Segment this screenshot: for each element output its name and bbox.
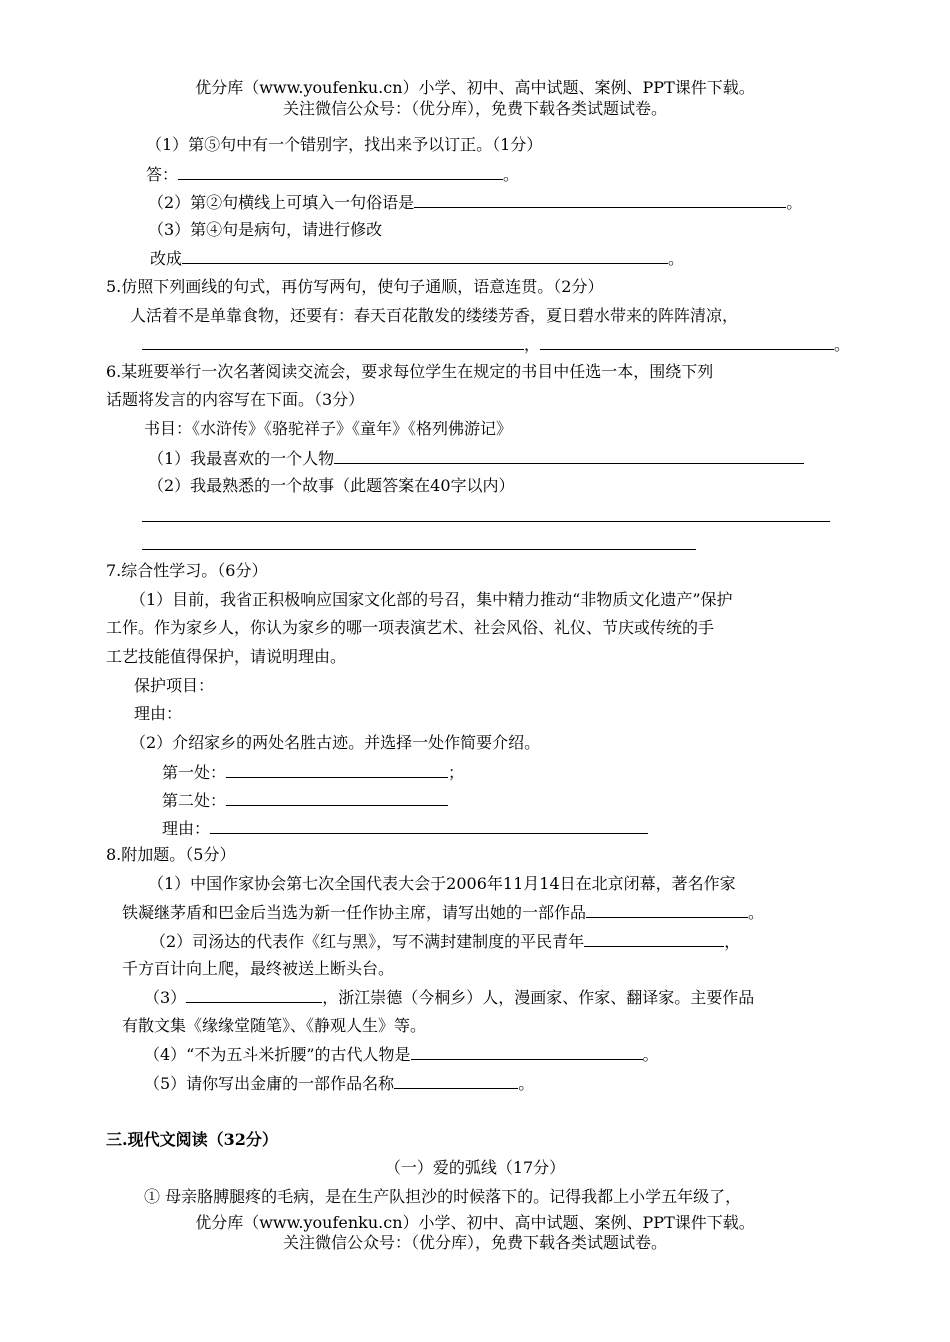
q8-part2-blank[interactable] bbox=[584, 931, 724, 947]
q4-part1-answer-row: 答： 。 bbox=[146, 165, 520, 184]
q8-part4-text: （4）“不为五斗米折腰”的古代人物是 bbox=[144, 1045, 411, 1064]
q4-part3-label: 改成 bbox=[150, 249, 183, 268]
q4-part1-answer-blank[interactable] bbox=[178, 164, 503, 180]
section3-paragraph-1: ① 母亲胳膊腿疼的毛病，是在生产队担沙的时候落下的。记得我都上小学五年级了， bbox=[144, 1187, 742, 1206]
q7-title: 7.综合性学习。（6分） bbox=[106, 561, 268, 580]
q8-part5-text: （5）请你写出金庸的一部作品名称 bbox=[144, 1074, 395, 1093]
q8-part2-b: 千方百计向上爬，最终被送上断头台。 bbox=[122, 959, 395, 978]
q8-part1-a: （1）中国作家协会第七次全国代表大会于2006年11月14日在北京闭幕，著名作家 bbox=[148, 874, 736, 893]
q6-part1-row bbox=[148, 448, 804, 469]
section3-title: 三.现代文阅读（32分） bbox=[106, 1130, 278, 1149]
q4-part3: （3）第④句是病句，请进行修改 bbox=[148, 220, 383, 239]
q6-title-a: 6.某班要举行一次名著阅读交流会，要求每位学生在规定的书目中任选一本，围绕下列 bbox=[106, 362, 714, 381]
q4-part1: （1）第⑤句中有一个错别字，找出来予以订正。（1分） bbox=[146, 135, 543, 154]
q7-part1-a: （1）目前，我省正积极响应国家文化部的号召，集中精力推动“非物质文化遗产”保护 bbox=[130, 590, 733, 609]
q6-answer-line-2[interactable] bbox=[142, 549, 696, 550]
q7-second-site-row bbox=[162, 790, 448, 811]
q8-part1-blank[interactable] bbox=[586, 902, 748, 918]
q6-part1-text: （1）我最喜欢的一个人物 bbox=[148, 449, 335, 468]
q6-answer-line-1[interactable] bbox=[142, 521, 830, 522]
q6-book-list: 书目：《水浒传》《骆驼祥子》《童年》《格列佛游记》 bbox=[144, 419, 513, 438]
second-site-blank[interactable] bbox=[226, 790, 448, 806]
page-footer-line1: 优分库（www.youfenku.cn）小学、初中、高中试题、案例、PPT课件下载。 bbox=[195, 1213, 755, 1232]
page-header-line2: 关注微信公众号：（优分库），免费下载各类试题试卷。 bbox=[282, 99, 667, 118]
first-site-blank[interactable] bbox=[226, 762, 448, 778]
q5-answer-row: ， 。 bbox=[142, 334, 850, 355]
q5-blank-1[interactable] bbox=[142, 334, 524, 350]
q7-reason-label: 理由： bbox=[134, 704, 183, 723]
q7-reason2-row bbox=[162, 818, 648, 839]
q7-part1-c: 工艺技能值得保护，请说明理由。 bbox=[106, 647, 347, 666]
q8-part1-b-text: 铁凝继茅盾和巴金后当选为新一任作协主席，请写出她的一部作品 bbox=[122, 903, 587, 922]
q8-part3-prefix: （3） bbox=[144, 988, 187, 1007]
q8-part2-a-row: （2）司汤达的代表作《红与黑》，写不满封建制度的平民青年 ， bbox=[150, 932, 741, 951]
q7-part1-b: 工作。作为家乡人，你认为家乡的哪一项表演艺术、社会风俗、礼仪、节庆或传统的手 bbox=[106, 618, 715, 637]
section3-subtitle: （一）爱的弧线（17分） bbox=[384, 1158, 566, 1177]
first-site-label: 第一处： bbox=[162, 763, 227, 782]
q4-part2-row: （2）第②句横线上可填入一句俗语是 。 bbox=[148, 193, 803, 212]
q8-part3-a-text: ，浙江崇德（今桐乡）人，漫画家、作家、翻译家。主要作品 bbox=[322, 988, 755, 1007]
q8-part2-a-text: （2）司汤达的代表作《红与黑》，写不满封建制度的平民青年 bbox=[150, 932, 585, 951]
q7-first-site-row: 第一处： ； bbox=[162, 763, 465, 782]
page-footer-line2: 关注微信公众号：（优分库），免费下载各类试题试卷。 bbox=[282, 1233, 667, 1252]
q8-part3-b: 有散文集《缘缘堂随笔》、《静观人生》等。 bbox=[122, 1016, 427, 1035]
q8-part5-blank[interactable] bbox=[394, 1073, 518, 1089]
page-header-line1: 优分库（www.youfenku.cn）小学、初中、高中试题、案例、PPT课件下载。 bbox=[195, 78, 755, 97]
q7-item-label: 保护项目： bbox=[134, 676, 215, 695]
second-site-label: 第二处： bbox=[162, 791, 227, 810]
q4-part2-text: （2）第②句横线上可填入一句俗语是 bbox=[148, 193, 415, 212]
q8-part3-a-row bbox=[144, 987, 754, 1008]
q4-part3-blank[interactable] bbox=[182, 248, 668, 264]
q5-title: 5.仿照下列画线的句式，再仿写两句，使句子通顺，语意连贯。（2分） bbox=[106, 277, 604, 296]
q6-title-b: 话题将发言的内容写在下面。（3分） bbox=[106, 390, 365, 409]
q5-blank-2[interactable] bbox=[540, 334, 834, 350]
q6-part2: （2）我最熟悉的一个故事（此题答案在40字以内） bbox=[148, 476, 515, 495]
q6-part1-blank[interactable] bbox=[334, 448, 804, 464]
q4-part2-blank[interactable] bbox=[414, 192, 786, 208]
q8-part4-blank[interactable] bbox=[411, 1044, 643, 1060]
answer-label: 答： bbox=[146, 165, 179, 184]
q8-title: 8.附加题。（5分） bbox=[106, 845, 236, 864]
q7-part2: （2）介绍家乡的两处名胜古迹。并选择一处作简要介绍。 bbox=[130, 733, 541, 752]
reason2-label: 理由： bbox=[162, 819, 211, 838]
q8-part5-row: （5）请你写出金庸的一部作品名称 。 bbox=[144, 1074, 535, 1093]
q8-part1-b-row: 铁凝继茅盾和巴金后当选为新一任作协主席，请写出她的一部作品 。 bbox=[122, 903, 765, 922]
reason2-blank[interactable] bbox=[210, 818, 648, 834]
q8-part3-blank[interactable] bbox=[186, 987, 322, 1003]
q8-part4-row: （4）“不为五斗米折腰”的古代人物是 。 bbox=[144, 1045, 659, 1064]
q4-part3-answer-row: 改成 。 bbox=[150, 249, 685, 268]
q5-body: 人活着不是单靠食物，还要有：春天百花散发的缕缕芳香，夏日碧水带来的阵阵清凉， bbox=[130, 306, 739, 325]
